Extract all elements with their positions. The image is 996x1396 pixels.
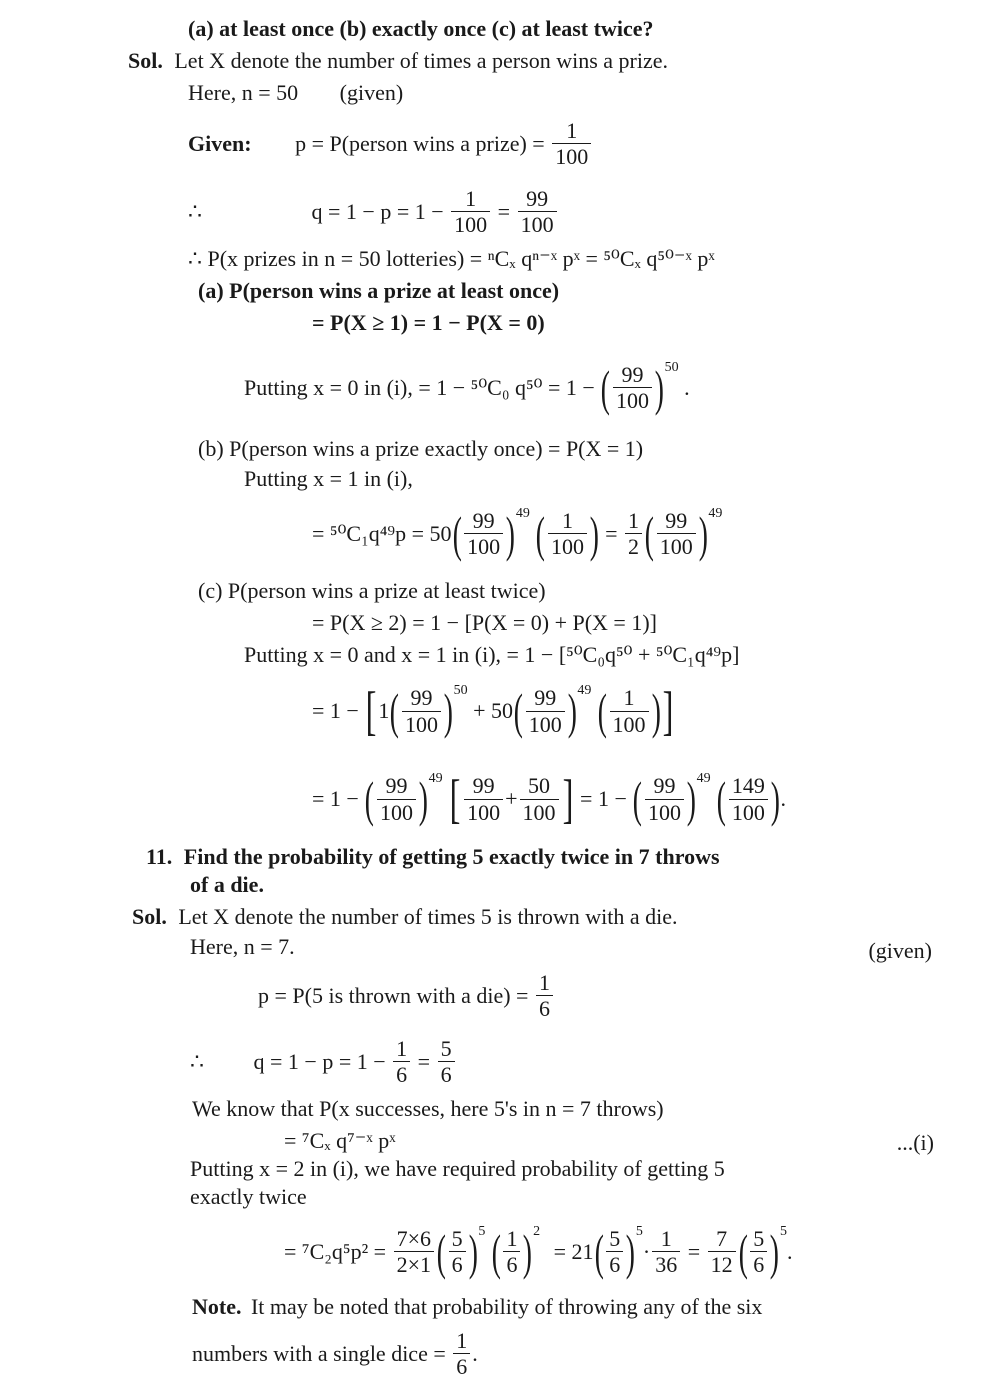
paren-left: ( [601,359,611,416]
paren-right: ) [654,359,664,416]
fraction: $\frac{1}{6}$ [393,1036,410,1088]
q-definition [188,186,559,238]
paren-left: ( [536,505,546,562]
paren-right: ) [418,771,428,827]
p-definition [258,970,555,1022]
paren-right: ) [589,505,599,562]
bracket-right: ] [562,769,573,829]
exponent: 49 [696,771,711,787]
fraction: $\frac{7\times 6}{2\times 1}$ [394,1226,434,1278]
exponent: 5 [779,1223,787,1239]
part-c-expanded [312,681,675,741]
paren-right: ) [505,505,516,562]
fraction: $\frac{99}{100}$ [402,685,441,737]
exponent: 50 [664,359,679,375]
equals: = [605,520,618,546]
fraction: $\frac{1}{6}$ [536,970,553,1022]
q-expr: q = 1 − p = 1 − [311,198,444,224]
b-expr-start: = ⁵⁰C₁q⁴⁹p = 50 [312,520,452,546]
exponent: 5 [635,1223,643,1239]
parts-line: (a) at least once (b) exactly once (c) at least twice? [188,16,654,41]
fraction: $\frac{5}{6}$ [606,1226,623,1278]
equals: = [687,1238,701,1264]
fraction: $\frac{1}{100}$ [548,508,587,560]
fraction: $\frac{50}{100}$ [520,773,559,825]
question-number: 11. [146,844,173,869]
sol-intro: Let X denote the number of times 5 is thrown with a die. [178,904,678,929]
part-c-expr: = P(X ≥ 2) = 1 − [P(X = 0) + P(X = 1)] [312,610,657,635]
paren-left: ( [390,683,400,739]
given-label: Given: [188,130,252,156]
fraction: $\frac{99}{100}$ [464,508,503,560]
paren-right: ) [625,1223,636,1280]
sol-line-q10 [128,50,668,72]
exponent: 49 [515,505,530,521]
bracket-left: [ [365,681,377,741]
bracket-left: [ [449,769,461,829]
sol-label: Sol. [132,904,167,929]
final-start: = ⁷C₂q⁵p² = [284,1238,387,1264]
note-label: Note. [192,1294,242,1319]
fraction: $\frac{149}{100}$ [729,773,768,825]
fraction: $\frac{1}{6}$ [503,1226,520,1278]
exponent: 50 [453,683,468,699]
sol-line-q11 [132,906,678,928]
sol-label: Sol. [128,48,163,73]
part-a-expr: = P(X ≥ 1) = 1 − P(X = 0) [312,310,545,335]
paren-left: ( [644,505,654,562]
paren-right: ) [567,683,577,739]
therefore: ∴ [188,198,202,224]
question-11-line-1 [146,846,720,868]
paren-left: ( [491,1223,501,1280]
paren-left: ( [594,1223,604,1280]
fraction: $\frac{99}{100}$ [518,186,557,238]
one-minus: = 1 − [312,786,359,811]
paren-left: ( [513,683,523,739]
here-n-line [188,82,403,104]
fraction: $\frac{1}{100}$ [610,685,649,737]
coef-21: = 21 [553,1238,594,1264]
paren-right: ) [698,505,708,562]
paren-left: ( [633,771,643,827]
paren-left: ( [452,505,462,562]
paren-right: ) [686,771,696,827]
plus: + [505,786,518,811]
paren-right: ) [770,771,780,827]
given-tag: (given) [339,80,404,105]
part-c-final [312,769,786,829]
fraction: $\frac{1}{6}$ [453,1328,470,1380]
paren-left: ( [436,1223,446,1280]
paren-right: ) [651,683,661,739]
one-minus: = 1 − [580,786,627,811]
bracket-right: ] [662,681,674,741]
p-def: p = P(person wins a prize) = [295,130,545,156]
equals: = [497,198,511,224]
exponent: 49 [708,505,723,521]
fraction: $\frac{99}{100}$ [657,508,696,560]
paren-right: ) [523,1223,533,1280]
paren-right: ) [770,1223,780,1280]
fraction: $\frac{99}{100}$ [526,685,565,737]
fraction: $\frac{1}{100}$ [451,186,490,238]
q-expr: q = 1 − p = 1 − [253,1048,386,1074]
paren-left: ( [738,1223,748,1280]
note-line-1 [192,1296,762,1318]
one-minus: = 1 − [312,698,359,723]
fraction: $\frac{99}{100}$ [613,362,652,414]
given-tag: (given) [868,938,932,963]
part-c-title: (c) P(person wins a prize at least twice) [198,578,546,603]
plus-coefficient: + 50 [473,698,514,723]
note-text: It may be noted that probability of throwing any of the six [250,1294,763,1319]
equation-ref: ...(i) [896,1130,934,1155]
note-line-2 [192,1328,478,1380]
putting-line-1: Putting x = 2 in (i), we have required probability of getting 5 [190,1156,725,1181]
here-n: Here, n = 50 [188,80,299,105]
fraction: $\frac{99}{100}$ [645,773,684,825]
part-a-putting [244,359,690,416]
paren-left: ( [716,771,727,827]
paren-left: ( [365,771,375,827]
a-put-text: Putting x = 0 in (i), = 1 − ⁵⁰C₀ q⁵⁰ = 1 − [244,374,595,400]
part-b-expr [312,505,723,562]
paren-right: ) [468,1223,478,1280]
coefficient: 1 [378,698,390,723]
p-definition [188,118,593,170]
fraction: $\frac{1}{2}$ [625,508,642,560]
period: . [786,1238,793,1264]
period: . [472,1340,478,1366]
period: . [780,786,786,811]
q-definition [190,1036,457,1088]
part-b-title: (b) P(person wins a prize exactly once) = P(X = 1) [198,436,644,461]
therefore: ∴ [190,1048,204,1074]
paren-right: ) [443,683,453,739]
final-probability [284,1223,793,1280]
question-text: Find the probability of getting 5 exactly twice in 7 throws [183,844,720,869]
fraction: $\frac{5}{6}$ [750,1226,767,1278]
period: . [684,374,690,400]
fraction: $\frac{1}{100}$ [552,118,591,170]
exponent: 49 [577,683,592,699]
fraction: $\frac{1}{36}$ [652,1226,680,1278]
exponent: 49 [428,771,443,787]
equals: = [417,1048,431,1074]
sol-intro: Let X denote the number of times a person wins a prize. [174,48,668,73]
question-11-line-2: of a die. [190,872,264,897]
paren-left: ( [597,683,607,739]
know-line: We know that P(x successes, here 5's in n = 7 throws) [192,1096,664,1121]
fraction: $\frac{5}{6}$ [449,1226,466,1278]
putting-line-2: exactly twice [190,1184,307,1209]
part-a-title: (a) P(person wins a prize at least once) [198,278,560,303]
exponent: 5 [478,1223,486,1239]
fraction: $\frac{99}{100}$ [377,773,416,825]
fraction: $\frac{7}{12}$ [708,1226,736,1278]
dot: · [642,1238,651,1264]
binomial-formula: = ⁷Cₓ q⁷⁻ˣ pˣ [284,1128,396,1153]
note-text-2: numbers with a single dice = [192,1340,446,1366]
binomial-line: ∴ P(x prizes in n = 50 lotteries) = ⁿCₓ qⁿ⁻ˣ pˣ = ⁵⁰Cₓ q⁵⁰⁻ˣ pˣ [188,246,715,271]
part-c-putting: Putting x = 0 and x = 1 in (i), = 1 − [⁵⁰C₀q⁵⁰ + ⁵⁰C₁q⁴⁹p] [244,642,740,667]
fraction: $\frac{99}{100}$ [464,773,503,825]
fraction: $\frac{5}{6}$ [438,1036,455,1088]
p-def: p = P(5 is thrown with a die) = [258,982,529,1008]
here-n-line: Here, n = 7. [190,934,295,959]
part-b-putting: Putting x = 1 in (i), [244,466,413,491]
exponent: 2 [533,1223,541,1239]
